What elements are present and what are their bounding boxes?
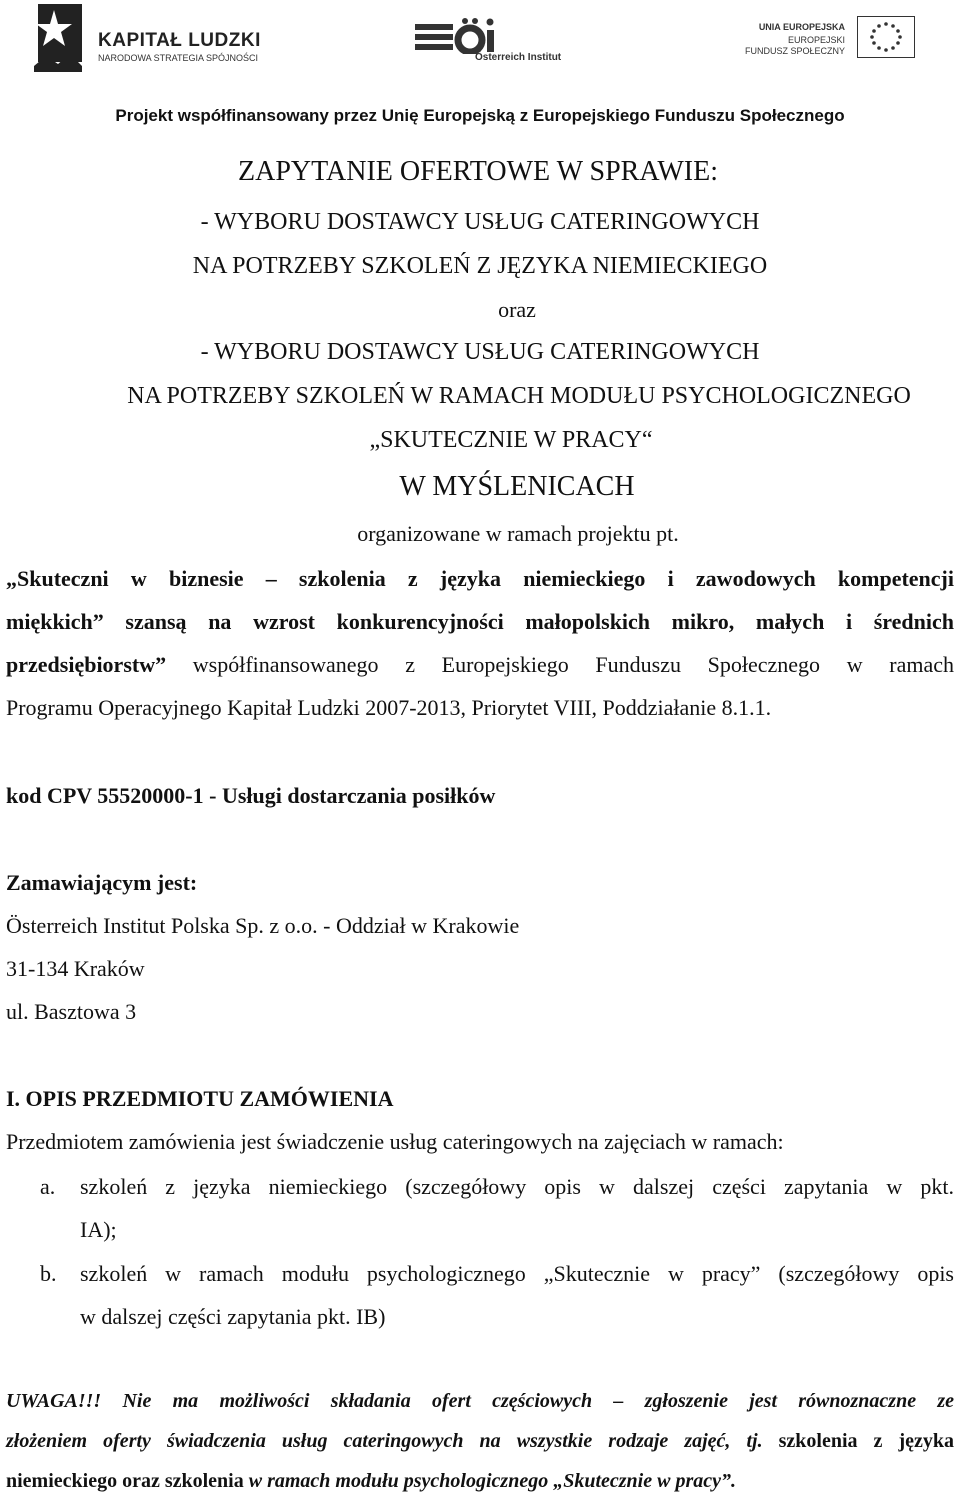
page-title: ZAPYTANIE OFERTOWE W SPRAWIE: bbox=[238, 156, 718, 187]
list-marker-b: b. bbox=[40, 1261, 57, 1286]
title-line-4: NA POTRZEBY SZKOLEŃ W RAMACH MODUŁU PSYCHOLOGICZNEGO bbox=[127, 383, 911, 409]
project-desc-bold: przedsiębiorstw” bbox=[6, 652, 167, 677]
note-line-3 bbox=[6, 1470, 736, 1493]
list-item-a-line-1: szkoleń z języka niemieckiego (szczegółowy opis w dalszej części zapytania w pkt. bbox=[80, 1174, 954, 1199]
project-desc-line-4: Programu Operacyjnego Kapitał Ludzki 2007-2013, Priorytet VIII, Poddziałanie 8.1.1. bbox=[6, 695, 772, 720]
note-line-3-italic: w ramach modułu psychologicznego bbox=[248, 1470, 549, 1492]
title-oraz: oraz bbox=[498, 297, 536, 322]
note-line-2-upright: szkolenia z języka bbox=[778, 1430, 955, 1452]
kapital-ludzki-subtitle: NARODOWA STRATEGIA SPÓJNOŚCI bbox=[98, 53, 259, 63]
section-1-intro: Przedmiotem zamówienia jest świadczenie usług cateringowych na zajęciach w ramach: bbox=[6, 1129, 784, 1154]
project-cofinancing-line: Projekt współfinansowany przez Unię Europejską z Europejskiego Funduszu Społecznego bbox=[115, 106, 845, 125]
osterreich-institut-label: Österreich Institut bbox=[475, 52, 562, 63]
eu-logo bbox=[744, 16, 915, 66]
project-desc-rest: współfinansowanego z Europejskiego Funduszu Społecznego w ramach bbox=[192, 652, 955, 677]
osterreich-institut-logo bbox=[415, 14, 585, 64]
star-icon bbox=[32, 4, 84, 72]
title-line-2: NA POTRZEBY SZKOLEŃ Z JĘZYKA NIEMIECKIEGO bbox=[192, 253, 768, 279]
list-item-b-line-2: w dalszej części zapytania pkt. IB) bbox=[80, 1304, 386, 1329]
list-marker-a: a. bbox=[40, 1174, 56, 1199]
title-line-6: W MYŚLENICACH bbox=[399, 471, 635, 502]
section-1-heading: I. OPIS PRZEDMIOTU ZAMÓWIENIA bbox=[6, 1086, 394, 1111]
note-line-2-text: złożeniem oferty świadczenia usług cateringowych na wszystkie rodzaje zajęć, tj. bbox=[6, 1430, 763, 1452]
note-line-1 bbox=[6, 1390, 954, 1413]
list-item-b-line-1: szkoleń w ramach modułu psychologicznego „Skutecznie w pracy” (szczegółowy opis bbox=[80, 1261, 954, 1286]
ordering-party-label: Zamawiającym jest: bbox=[6, 870, 198, 895]
title-line-1: - WYBORU DOSTAWCY USŁUG CATERINGOWYCH bbox=[200, 209, 760, 235]
note-line-2 bbox=[6, 1430, 954, 1453]
eu-line1: UNIA EUROPEJSKA bbox=[758, 22, 845, 32]
ordering-party-postal: 31-134 Kraków bbox=[6, 956, 145, 981]
note-line-3-title: „Skutecznie w pracy”. bbox=[553, 1470, 736, 1492]
project-desc-line-1: „Skuteczni w biznesie – szkolenia z języka niemieckiego i zawodowych kompetencji bbox=[6, 566, 954, 591]
title-line-7: organizowane w ramach projektu pt. bbox=[357, 521, 679, 546]
eu-line3: FUNDUSZ SPOŁECZNY bbox=[744, 46, 845, 56]
note-line-3-upright: niemieckiego oraz szkolenia bbox=[6, 1470, 244, 1492]
kapital-ludzki-logo bbox=[32, 4, 262, 74]
note-line-1-text: Nie ma możliwości składania ofert częściowych – zgłoszenie jest równoznaczne ze bbox=[122, 1390, 954, 1412]
note-warning: UWAGA!!! bbox=[6, 1390, 102, 1412]
title-line-3: - WYBORU DOSTAWCY USŁUG CATERINGOWYCH bbox=[200, 339, 760, 365]
list-item-a-line-2: IA); bbox=[80, 1217, 117, 1242]
ordering-party-street: ul. Basztowa 3 bbox=[6, 999, 137, 1024]
project-desc-line-2: miękkich” szansą na wzrost konkurencyjności małopolskich mikro, małych i średnich bbox=[6, 609, 954, 634]
title-line-5: „SKUTECZNIE W PRACY“ bbox=[369, 427, 653, 453]
oi-mark-icon bbox=[415, 14, 497, 54]
kapital-ludzki-title: KAPITAŁ LUDZKI bbox=[98, 30, 261, 51]
ordering-party-name: Österreich Institut Polska Sp. z o.o. - Oddział w Krakowie bbox=[6, 913, 520, 938]
eu-flag-icon bbox=[857, 16, 915, 58]
eu-line2: EUROPEJSKI bbox=[787, 35, 845, 45]
cpv-code: kod CPV 55520000-1 - Usługi dostarczania posiłków bbox=[6, 783, 496, 808]
project-desc-line-3 bbox=[6, 652, 954, 678]
